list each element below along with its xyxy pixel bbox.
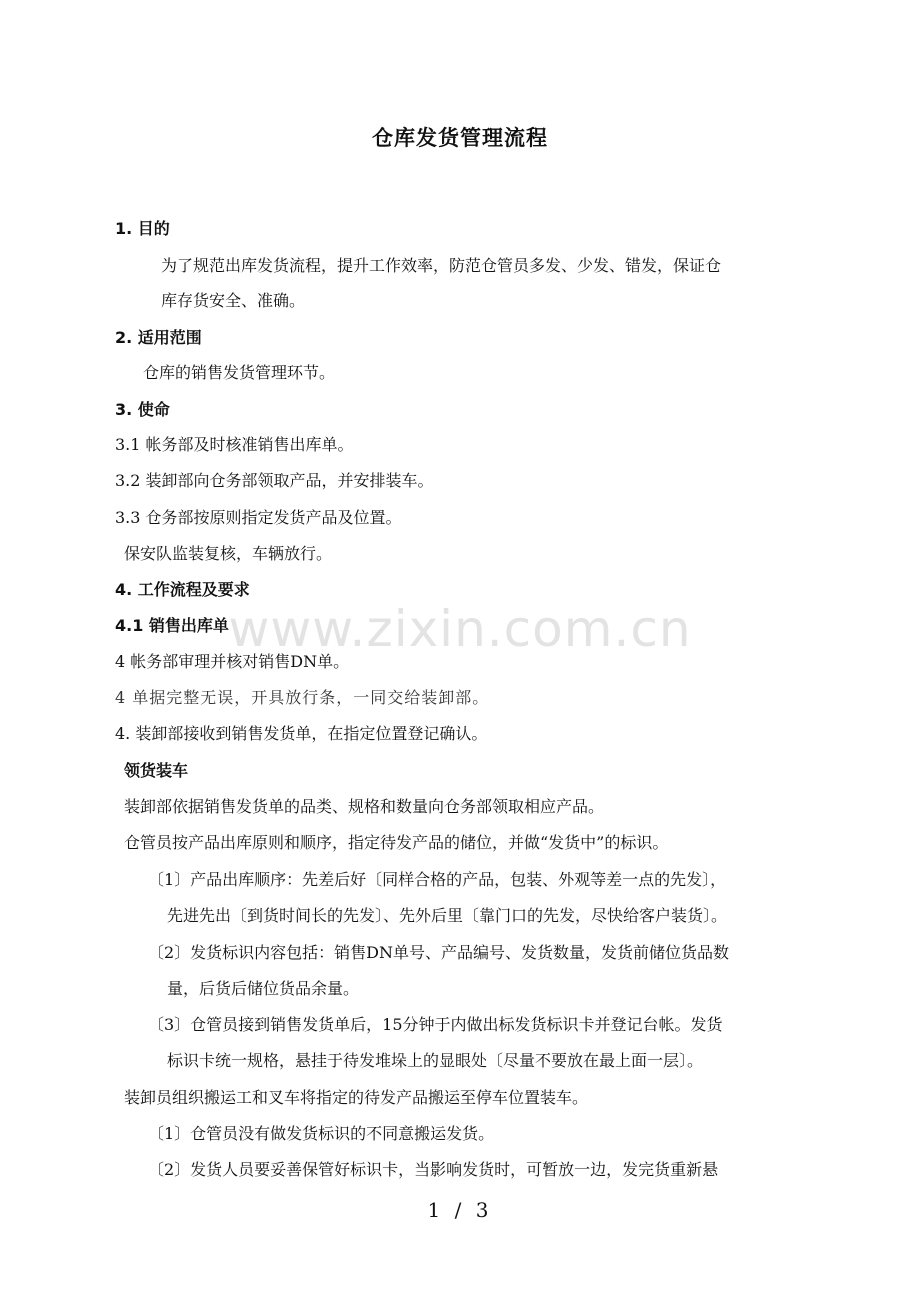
subsection-heading: 领货装车 — [124, 761, 189, 780]
paragraph-line: 先进先出〔到货时间长的先发〕、先外后里〔靠门口的先发，尽快给客户装货〕。 — [167, 906, 728, 925]
paragraph-line: 装卸部依据销售发货单的品类、规格和数量向仓务部领取相应产品。 — [124, 797, 605, 816]
section-heading-4: 4. 工作流程及要求 — [115, 580, 250, 599]
list-item: 4 单据完整无误，开具放行条，一同交给装卸部。 — [115, 688, 490, 707]
paragraph-line: 〔1〕产品出库顺序：先差后好〔同样合格的产品，包装、外观等差一点的先发〕， — [148, 870, 727, 889]
paragraph-line: 仓管员按产品出库原则和顺序，指定待发产品的储位，并做“发货中”的标识。 — [124, 833, 669, 852]
list-item: 4 帐务部审理并核对销售DN单。 — [115, 652, 350, 671]
paragraph-line: 〔1〕仓管员没有做发货标识的不同意搬运发货。 — [148, 1124, 495, 1143]
paragraph-line: 装卸员组织搬运工和叉车将指定的待发产品搬运至停车位置装车。 — [124, 1088, 589, 1107]
paragraph-line: 为了规范出库发货流程，提升工作效率，防范仓管员多发、少发、错发，保证仓 — [161, 256, 722, 275]
section-heading-1: 1. 目的 — [115, 219, 170, 238]
paragraph-line: 〔2〕发货人员要妥善保管好标识卡，当影响发货时，可暂放一边，发完货重新悬 — [148, 1160, 719, 1179]
list-item: 3.1 帐务部及时核准销售出库单。 — [115, 435, 354, 454]
paragraph-line: 库存货安全、准确。 — [161, 291, 306, 310]
list-item: 3.3 仓务部按原则指定发货产品及位置。 — [115, 508, 402, 527]
list-item: 3.2 装卸部向仓务部领取产品，并安排装车。 — [115, 471, 434, 490]
page-number: 1 / 3 — [427, 1198, 493, 1222]
paragraph-line: 〔3〕仓管员接到销售发货单后，15分钟于内做出标发货标识卡并登记台帐。发货 — [148, 1015, 723, 1034]
paragraph-line: 标识卡统一规格，悬挂于待发堆垛上的显眼处〔尽量不要放在最上面一层〕。 — [167, 1051, 704, 1070]
section-heading-3: 3. 使命 — [115, 400, 170, 419]
paragraph-line: 〔2〕发货标识内容包括：销售DN单号、产品编号、发货数量，发货前储位货品数 — [148, 943, 730, 962]
paragraph-line: 仓库的销售发货管理环节。 — [143, 363, 336, 382]
subsection-heading: 4.1 销售出库单 — [115, 616, 229, 635]
paragraph-line: 量，后货后储位货品余量。 — [167, 979, 360, 998]
paragraph-line: 保安队监装复核，车辆放行。 — [124, 544, 333, 563]
watermark: www.zixin.com.cn — [228, 600, 692, 658]
section-heading-2: 2. 适用范围 — [115, 328, 202, 347]
page-title: 仓库发货管理流程 — [372, 126, 548, 150]
list-item: 4. 装卸部接收到销售发货单，在指定位置登记确认。 — [115, 724, 488, 743]
